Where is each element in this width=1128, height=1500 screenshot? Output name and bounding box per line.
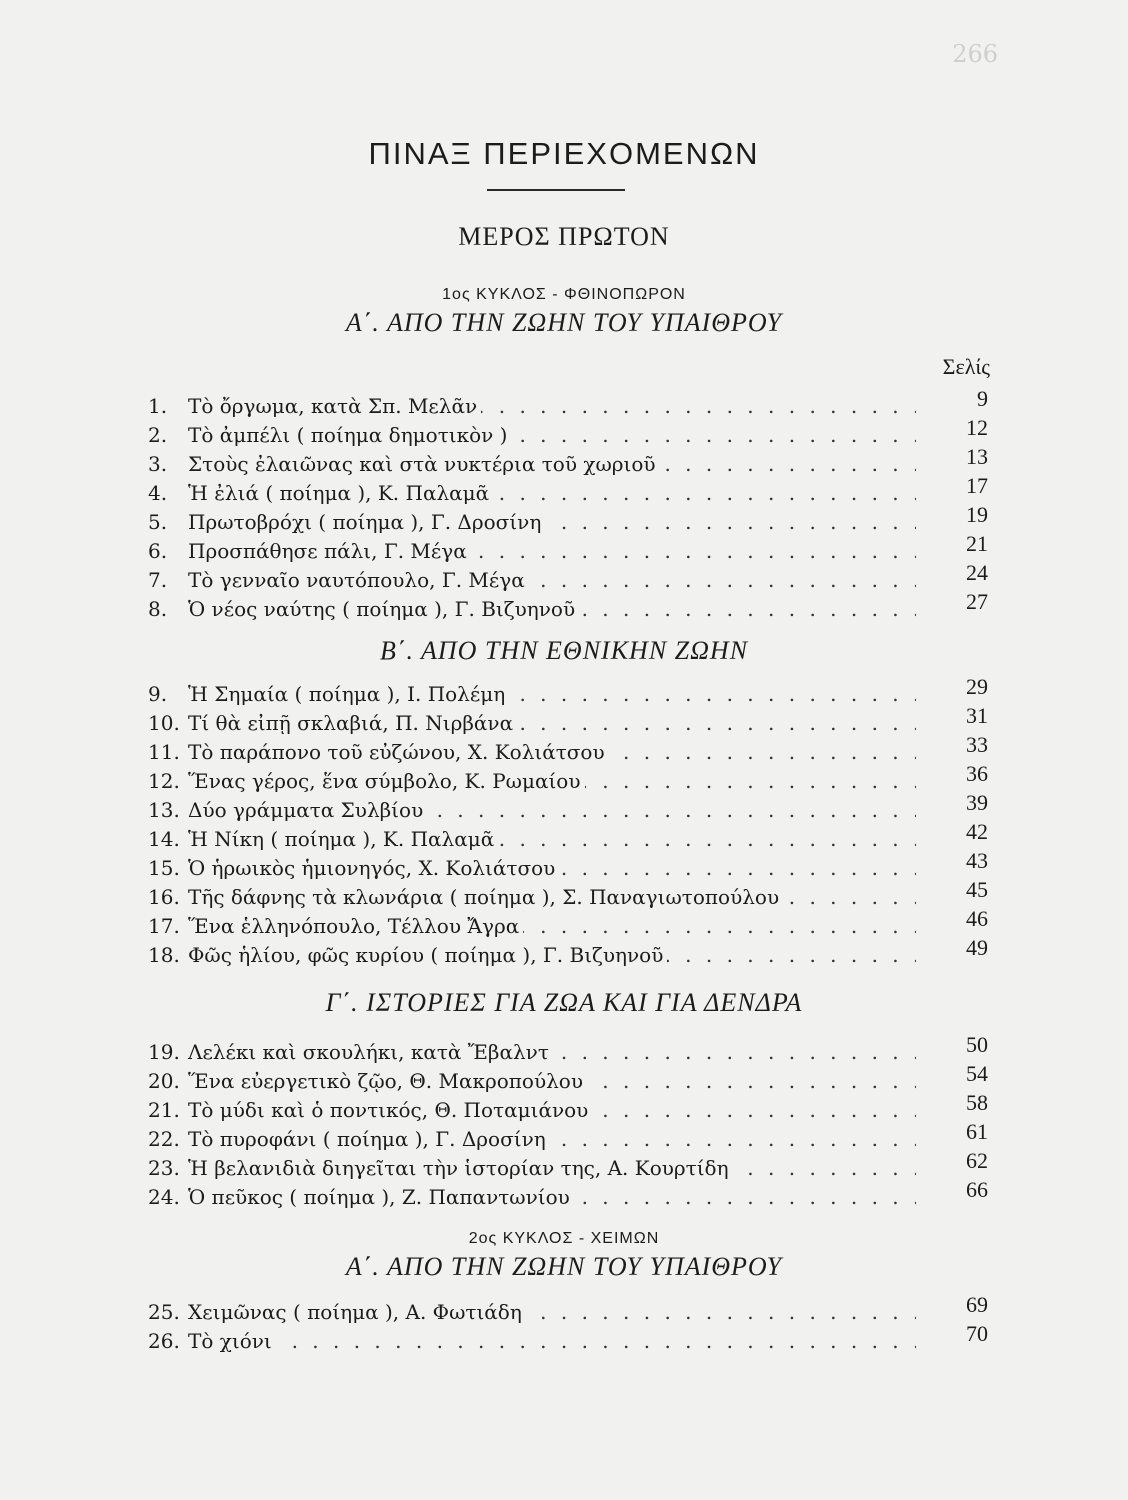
entry-title: Φῶς ἡλίου, φῶς κυρίου ( ποίημα ), Γ. Βιζυηνοῦ bbox=[188, 943, 667, 967]
toc-entry bbox=[148, 877, 988, 912]
entry-title: Τὸ ὄργωμα, κατὰ Σπ. Μελᾶν bbox=[188, 394, 481, 418]
toc-entry bbox=[148, 1148, 988, 1183]
entry-page: 58 bbox=[966, 1090, 988, 1115]
entry-number: 4. bbox=[148, 481, 168, 505]
toc-entry bbox=[148, 674, 988, 709]
entry-title: Ὁ ἡρωικὸς ἡμιονηγός, Χ. Κολιάτσου bbox=[188, 856, 559, 880]
entry-number: 23. bbox=[148, 1156, 180, 1180]
entry-title: Τὸ μύδι καὶ ὁ ποντικός, Θ. Ποταμιάνου bbox=[188, 1098, 592, 1122]
entry-title: Ἡ βελανιδιὰ διηγεῖται τὴν ἱστορίαν της, Α. Κουρτίδη bbox=[188, 1156, 733, 1180]
cycle-heading-autumn: 1ος ΚΥΚΛΟΣ - ΦΘΙΝΟΠΩΡΟΝ bbox=[442, 286, 686, 303]
toc-entry bbox=[148, 935, 988, 970]
entry-number: 20. bbox=[148, 1069, 180, 1093]
entry-title: Ἡ Σημαία ( ποίημα ), Ι. Πολέμη bbox=[188, 682, 509, 706]
entry-title: Τὸ χιόνι bbox=[188, 1329, 276, 1353]
toc-entry bbox=[148, 761, 988, 796]
entry-number: 12. bbox=[148, 769, 180, 793]
entry-page: 21 bbox=[966, 531, 988, 556]
page-column-label: Σελίς bbox=[942, 354, 990, 379]
entry-title: Ὁ νέος ναύτης ( ποίημα ), Γ. Βιζυηνοῦ bbox=[188, 597, 579, 621]
entry-page: 61 bbox=[966, 1119, 988, 1144]
entry-page: 19 bbox=[966, 502, 988, 527]
entry-title: Τῆς δάφνης τὰ κλωνάρια ( ποίημα ), Σ. Παναγιωτοπούλου bbox=[188, 885, 783, 909]
entry-title: Λελέκι καὶ σκουλήκι, κατὰ Ἔβαλντ bbox=[188, 1040, 553, 1064]
toc-entry bbox=[148, 703, 988, 738]
entry-number: 17. bbox=[148, 914, 180, 938]
entry-title: Στοὺς ἐλαιῶνας καὶ στὰ νυκτέρια τοῦ χωριοῦ bbox=[188, 452, 660, 476]
entry-number: 9. bbox=[148, 682, 168, 706]
toc-entry bbox=[148, 560, 988, 595]
entry-title: Δύο γράμματα Συλβίου bbox=[188, 798, 427, 822]
entry-number: 18. bbox=[148, 943, 180, 967]
toc-entry bbox=[148, 502, 988, 537]
entry-number: 1. bbox=[148, 394, 168, 418]
entry-page: 70 bbox=[966, 1321, 988, 1346]
toc-entry bbox=[148, 1321, 988, 1356]
toc-entry bbox=[148, 819, 988, 854]
entry-page: 50 bbox=[966, 1032, 988, 1057]
entry-page: 43 bbox=[966, 848, 988, 873]
entry-number: 15. bbox=[148, 856, 180, 880]
entry-number: 25. bbox=[148, 1300, 180, 1324]
toc-list-a2 bbox=[148, 1292, 988, 1356]
entry-page: 29 bbox=[966, 674, 988, 699]
entry-page: 62 bbox=[966, 1148, 988, 1173]
toc-list-a1 bbox=[148, 386, 988, 624]
page-title: ΠΙΝΑΞ ΠΕΡΙΕΧΟΜΕΝΩΝ bbox=[368, 136, 760, 171]
entry-number: 7. bbox=[148, 568, 168, 592]
toc-entry bbox=[148, 589, 988, 624]
entry-page: 46 bbox=[966, 906, 988, 931]
entry-number: 3. bbox=[148, 452, 168, 476]
toc-entry bbox=[148, 1177, 988, 1212]
part-title: ΜΕΡΟΣ ΠΡΩΤΟΝ bbox=[458, 222, 670, 251]
entry-page: 31 bbox=[966, 703, 988, 728]
entry-page: 39 bbox=[966, 790, 988, 815]
toc-entry bbox=[148, 415, 988, 450]
entry-page: 49 bbox=[966, 935, 988, 960]
entry-number: 13. bbox=[148, 798, 180, 822]
entry-page: 45 bbox=[966, 877, 988, 902]
entry-page: 36 bbox=[966, 761, 988, 786]
entry-title: Τὸ πυροφάνι ( ποίημα ), Γ. Δροσίνη bbox=[188, 1127, 550, 1151]
cycle-heading-winter: 2ος ΚΥΚΛΟΣ - ΧΕΙΜΩΝ bbox=[468, 1230, 660, 1247]
entry-number: 24. bbox=[148, 1185, 180, 1209]
entry-title: Τὸ γενναῖο ναυτόπουλο, Γ. Μέγα bbox=[188, 568, 529, 592]
entry-page: 24 bbox=[966, 560, 988, 585]
toc-entry bbox=[148, 531, 988, 566]
entry-title: Τί θὰ εἰπῇ σκλαβιά, Π. Νιρβάνα bbox=[188, 711, 517, 735]
toc-entry bbox=[148, 386, 988, 421]
entry-title: Χειμῶνας ( ποίημα ), Α. Φωτιάδη bbox=[188, 1300, 526, 1324]
entry-number: 5. bbox=[148, 510, 168, 534]
section-heading-c1: Γ΄. ΙΣΤΟΡΙΕΣ ΓΙΑ ΖΩΑ ΚΑΙ ΓΙΑ ΔΕΝΔΡΑ bbox=[325, 988, 803, 1017]
toc-entry bbox=[148, 790, 988, 825]
entry-page: 12 bbox=[966, 415, 988, 440]
entry-page: 54 bbox=[966, 1061, 988, 1086]
entry-page: 69 bbox=[966, 1292, 988, 1317]
entry-number: 19. bbox=[148, 1040, 180, 1064]
dot-leader bbox=[188, 1327, 916, 1356]
entry-page: 9 bbox=[977, 386, 988, 411]
toc-list-c1 bbox=[148, 1032, 988, 1212]
entry-page: 27 bbox=[966, 589, 988, 614]
page-number: 266 bbox=[952, 40, 998, 68]
toc-entry bbox=[148, 1090, 988, 1125]
toc-list-b1 bbox=[148, 674, 988, 970]
entry-title: Τὸ παράπονο τοῦ εὐζώνου, Χ. Κολιάτσου bbox=[188, 740, 609, 764]
entry-number: 22. bbox=[148, 1127, 180, 1151]
section-heading-b1: Β΄. ΑΠΟ ΤΗΝ ΕΘΝΙΚΗΝ ΖΩΗΝ bbox=[379, 636, 749, 665]
entry-number: 26. bbox=[148, 1329, 180, 1353]
section-heading-a1: Α΄. ΑΠΟ ΤΗΝ ΖΩΗΝ ΤΟΥ ΥΠΑΙΘΡΟΥ bbox=[345, 308, 783, 337]
title-underline bbox=[487, 189, 625, 191]
toc-entry bbox=[148, 732, 988, 767]
entry-title: Ὁ πεῦκος ( ποίημα ), Ζ. Παπαντωνίου bbox=[188, 1185, 574, 1209]
entry-number: 16. bbox=[148, 885, 180, 909]
toc-entry bbox=[148, 1119, 988, 1154]
toc-entry bbox=[148, 473, 988, 508]
toc-entry bbox=[148, 848, 988, 883]
entry-title: Τὸ ἀμπέλι ( ποίημα δημοτικὸν ) bbox=[188, 423, 511, 447]
entry-title: Προσπάθησε πάλι, Γ. Μέγα bbox=[188, 539, 471, 563]
entry-number: 6. bbox=[148, 539, 168, 563]
entry-title: Ἡ Νίκη ( ποίημα ), Κ. Παλαμᾶ bbox=[188, 827, 498, 851]
section-heading-a2: Α΄. ΑΠΟ ΤΗΝ ΖΩΗΝ ΤΟΥ ΥΠΑΙΘΡΟΥ bbox=[345, 1252, 783, 1281]
entry-number: 2. bbox=[148, 423, 168, 447]
entry-page: 66 bbox=[966, 1177, 988, 1202]
entry-number: 8. bbox=[148, 597, 168, 621]
entry-page: 13 bbox=[966, 444, 988, 469]
toc-entry bbox=[148, 1061, 988, 1096]
entry-number: 10. bbox=[148, 711, 180, 735]
toc-entry bbox=[148, 1032, 988, 1067]
entry-number: 14. bbox=[148, 827, 180, 851]
entry-page: 33 bbox=[966, 732, 988, 757]
entry-page: 17 bbox=[966, 473, 988, 498]
toc-entry bbox=[148, 444, 988, 479]
toc-entry bbox=[148, 906, 988, 941]
entry-title: Ἕνας γέρος, ἕνα σύμβολο, Κ. Ρωμαίου bbox=[188, 769, 585, 793]
entry-title: Ἕνα εὐεργετικὸ ζῷο, Θ. Μακροπούλου bbox=[188, 1069, 587, 1093]
entry-title: Ἕνα ἑλληνόπουλο, Τέλλου Ἄγρα bbox=[188, 914, 523, 938]
entry-page: 42 bbox=[966, 819, 988, 844]
entry-title: Πρωτοβρόχι ( ποίημα ), Γ. Δροσίνη bbox=[188, 510, 545, 534]
entry-title: Ἡ ἐλιά ( ποίημα ), Κ. Παλαμᾶ bbox=[188, 481, 493, 505]
entry-number: 21. bbox=[148, 1098, 180, 1122]
toc-entry bbox=[148, 1292, 988, 1327]
entry-number: 11. bbox=[148, 740, 180, 764]
